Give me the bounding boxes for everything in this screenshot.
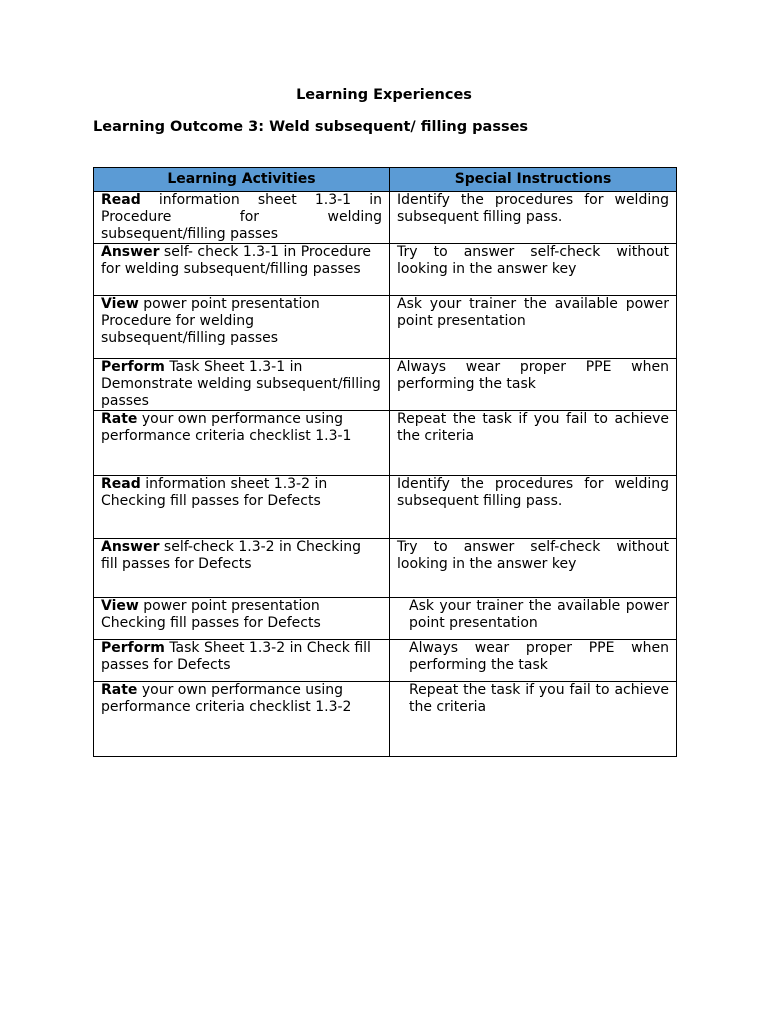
table-row <box>94 640 677 682</box>
table-row <box>94 296 677 359</box>
activity-text: self- check 1.3-1 in Procedure for welding subsequent/filling passes <box>101 244 372 277</box>
table-row <box>94 192 677 244</box>
instruction-cell: Ask your trainer the available power point presentation <box>390 296 677 359</box>
activity-verb: Answer <box>101 244 160 260</box>
activity-text: self-check 1.3-2 in Checking fill passes for Defects <box>101 539 361 572</box>
activity-verb: Read <box>101 476 141 492</box>
table-row <box>94 476 677 539</box>
table-row <box>94 598 677 640</box>
activity-text: your own performance using performance criteria checklist 1.3-2 <box>101 682 352 715</box>
column-header-special-instructions: Special Instructions <box>390 168 677 192</box>
activity-cell <box>94 192 390 244</box>
instruction-cell: Ask your trainer the available power point presentation <box>390 598 677 640</box>
instruction-cell: Try to answer self-check without looking in the answer key <box>390 244 677 296</box>
instruction-cell: Try to answer self-check without looking in the answer key <box>390 539 677 598</box>
instruction-cell: Repeat the task if you fail to achieve the criteria <box>390 411 677 476</box>
instruction-cell: Identify the procedures for welding subsequent filling pass. <box>390 192 677 244</box>
page-title: Learning Experiences <box>296 87 472 103</box>
activity-text: power point presentation Procedure for welding subsequent/filling passes <box>101 296 320 346</box>
activity-cell <box>94 359 390 411</box>
table-header-row <box>94 168 677 192</box>
activity-cell <box>94 682 390 757</box>
activity-cell <box>94 640 390 682</box>
activity-verb: Read <box>101 192 141 208</box>
column-header-learning-activities: Learning Activities <box>94 168 390 192</box>
instruction-cell: Always wear proper PPE when performing the task <box>390 359 677 411</box>
activity-text: Task Sheet 1.3-1 in Demonstrate welding subsequent/filling passes <box>101 359 381 409</box>
activity-verb: Perform <box>101 359 165 375</box>
learning-activities-table <box>93 167 677 757</box>
activity-text: Task Sheet 1.3-2 in Check fill passes for Defects <box>101 640 371 673</box>
instruction-cell: Repeat the task if you fail to achieve the criteria <box>390 682 677 757</box>
activity-cell <box>94 476 390 539</box>
activity-text: information sheet 1.3-2 in Checking fill passes for Defects <box>101 476 328 509</box>
activity-cell <box>94 598 390 640</box>
activity-cell <box>94 539 390 598</box>
activity-text: information sheet 1.3-1 in Procedure for welding subsequent/filling passes <box>101 192 382 242</box>
activity-text: your own performance using performance criteria checklist 1.3-1 <box>101 411 352 444</box>
activity-verb: Perform <box>101 640 165 656</box>
activity-cell <box>94 296 390 359</box>
instruction-cell: Identify the procedures for welding subsequent filling pass. <box>390 476 677 539</box>
activity-verb: Rate <box>101 411 138 427</box>
table-row <box>94 244 677 296</box>
activity-verb: View <box>101 296 139 312</box>
table-row <box>94 359 677 411</box>
activity-cell <box>94 244 390 296</box>
table-row <box>94 682 677 757</box>
table-row <box>94 539 677 598</box>
activity-verb: Rate <box>101 682 138 698</box>
learning-outcome-title: Learning Outcome 3: Weld subsequent/ filling passes <box>93 119 529 135</box>
activity-verb: View <box>101 598 139 614</box>
activity-verb: Answer <box>101 539 160 555</box>
activity-text: power point presentation Checking fill passes for Defects <box>101 598 321 631</box>
table-row <box>94 411 677 476</box>
activity-cell <box>94 411 390 476</box>
instruction-cell: Always wear proper PPE when performing the task <box>390 640 677 682</box>
